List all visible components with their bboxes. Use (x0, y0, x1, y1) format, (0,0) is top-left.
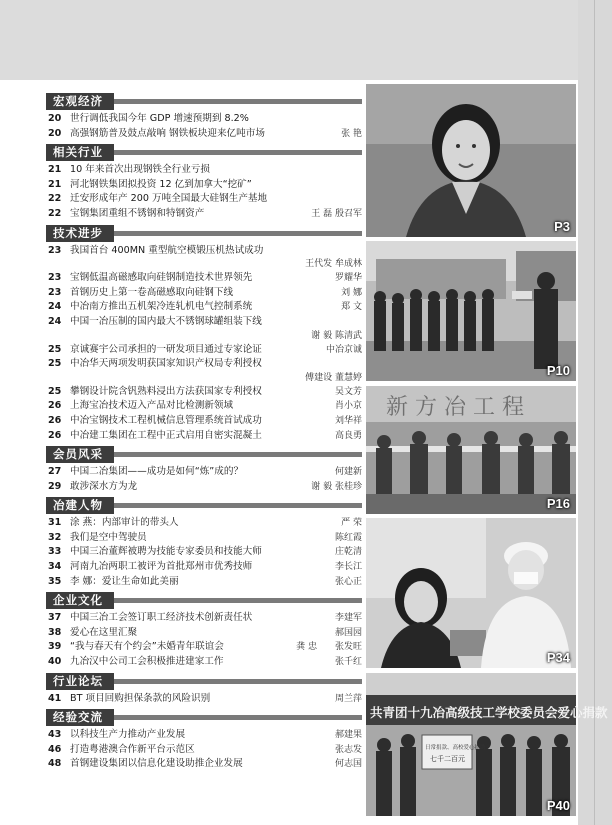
article-title: 高强钢筋普及鼓点敲响 钢铁板块迎来亿吨市场 (70, 127, 265, 139)
page-number: 26 (48, 414, 62, 426)
article-author: 庄乾清 (334, 547, 362, 558)
toc-entry[interactable] (46, 127, 362, 142)
toc-entry[interactable] (46, 516, 362, 531)
article-title: 河北钢铁集团拟投资 12 亿到加拿大“挖矿” (70, 178, 252, 190)
page-number: 41 (48, 692, 62, 704)
portrait-woman-image (366, 84, 576, 237)
article-author: 周兰萍 (334, 693, 362, 704)
section-title: 会员风采 (46, 446, 114, 463)
toc-entry[interactable] (46, 343, 362, 358)
article-author: 刘华祥 (334, 415, 362, 426)
article-title: 迁安形成年产 200 万吨全国最大硅钢生产基地 (70, 193, 268, 205)
right-margin-line (594, 0, 595, 825)
page-number: 37 (48, 612, 62, 624)
svg-text:七千二百元: 七千二百元 (430, 755, 465, 763)
section-header (46, 93, 362, 110)
page-number: 26 (48, 400, 62, 412)
section-title: 相关行业 (46, 144, 114, 161)
section-header (46, 144, 362, 161)
article-title: 我国首台 400MN 重型航空模锻压机热试成功 (70, 244, 264, 256)
toc-entry[interactable] (46, 465, 362, 480)
photo-p3 (366, 84, 576, 237)
photo-page-label: P16 (546, 496, 570, 511)
article-title: 10 年来首次出现钢铁全行业亏损 (70, 164, 210, 176)
toc-entry[interactable] (46, 480, 362, 495)
toc-entry[interactable] (46, 728, 362, 743)
ribbon-ceremony-image (366, 386, 576, 514)
article-title: 首钢历史上第一卷高磁感取向硅钢下线 (70, 286, 234, 298)
toc-entry[interactable] (46, 399, 362, 414)
article-title: 中冶宝钢技术工程机械信息管理系统首试成功 (70, 414, 262, 426)
article-title: 中冶建工集团在工程中正式启用自密实混凝土 (70, 429, 262, 441)
page-number: 23 (48, 286, 62, 298)
page-number: 22 (48, 193, 62, 205)
toc-entry[interactable] (46, 655, 362, 670)
section-title: 企业文化 (46, 592, 114, 609)
svg-text:共青团十九冶高级技工学校委员会爱心捐款: 共青团十九冶高级技工学校委员会爱心捐款 (370, 705, 608, 720)
article-title: 攀钢设计院含钒熟料浸出方法获国家专利授权 (70, 385, 262, 397)
section-rule (114, 231, 362, 236)
svg-text:日常捐款、高校爱心捐助: 日常捐款、高校爱心捐助 (425, 745, 486, 751)
nurse-gift-image (366, 518, 576, 668)
article-author: 罗耀华 (334, 273, 362, 284)
page-number: 32 (48, 531, 62, 543)
article-title: 以科技生产力推动产业发展 (70, 729, 186, 741)
page-number: 23 (48, 272, 62, 284)
page-number: 34 (48, 561, 62, 573)
section-header (46, 592, 362, 609)
article-title: 我们是空中驾驶员 (70, 531, 147, 543)
page-number: 46 (48, 743, 62, 755)
article-author: 陈红霞 (334, 532, 362, 543)
page-number: 21 (48, 164, 62, 176)
photo-p40 (366, 673, 608, 816)
svg-text:新 方 冶 工 程: 新 方 冶 工 程 (386, 395, 524, 420)
article-title: 中冶南方推出五机架冷连轧机电气控制系统 (70, 301, 253, 313)
section-rule (114, 679, 362, 684)
article-author: 谢 毅 张桂珍 (311, 481, 362, 492)
section-rule (114, 150, 362, 155)
photo-page-label: P10 (546, 363, 570, 378)
section-title: 行业论坛 (46, 673, 114, 690)
section-title: 冶建人物 (46, 497, 114, 514)
toc-entry[interactable] (46, 626, 362, 641)
page-number: 40 (48, 656, 62, 668)
photo-page-label: P34 (546, 650, 570, 665)
article-title: 打造粤港澳合作新平台示范区 (70, 743, 195, 755)
article-title: 河南九冶两职工被评为首批郑州市优秀技师 (70, 561, 253, 573)
article-title: 首钢建设集团以信息化建设助推企业发展 (70, 758, 243, 770)
toc-entry[interactable] (46, 192, 362, 207)
photo-p10 (366, 241, 576, 381)
section-title: 经验交流 (46, 709, 114, 726)
article-author: 郑 文 (341, 302, 362, 313)
article-author: 李建军 (334, 613, 362, 624)
article-author: 傅建设 董慧婷 (305, 372, 362, 383)
section-header (46, 446, 362, 463)
article-author: 张千红 (334, 657, 362, 668)
section-rule (114, 715, 362, 720)
article-title: “我与春天有个约会”未婚青年联谊会 (70, 641, 224, 653)
article-title: 中国二冶集团——成功是如何“炼”成的？ (70, 466, 244, 478)
section-rule (114, 598, 362, 603)
page-number: 20 (48, 127, 62, 139)
article-author: 龚 忠 (296, 642, 317, 653)
photo-p34 (366, 518, 576, 668)
article-author: 张志发 (334, 744, 362, 755)
table-of-contents (46, 90, 362, 772)
toc-entry[interactable] (46, 178, 362, 193)
page-number: 25 (48, 385, 62, 397)
section-header (46, 497, 362, 514)
toc-entry[interactable] (46, 385, 362, 400)
header-band (0, 0, 578, 80)
page-number: 33 (48, 546, 62, 558)
page-number: 22 (48, 207, 62, 219)
page-number: 48 (48, 758, 62, 770)
toc-entry[interactable] (46, 560, 362, 575)
page-number: 27 (48, 466, 62, 478)
page-number: 24 (48, 301, 62, 313)
page-number: 43 (48, 729, 62, 741)
author-line (46, 372, 362, 385)
toc-entry[interactable] (46, 207, 362, 222)
toc-entry[interactable] (46, 545, 362, 560)
article-title: 敢涉深水方为龙 (70, 480, 138, 492)
author-line (46, 258, 362, 271)
toc-entry[interactable] (46, 271, 362, 286)
article-author: 郝建果 (334, 730, 362, 741)
article-title: 世行调低我国今年 GDP 增速预期到 8.2% (70, 113, 249, 124)
page-number: 35 (48, 575, 62, 587)
toc-entry[interactable] (46, 531, 362, 546)
article-title: 上海宝冶技术迈入产品对比检测新领域 (70, 400, 234, 412)
toc-entry[interactable] (46, 743, 362, 758)
section-rule (114, 452, 362, 457)
section-header (46, 709, 362, 726)
page-number: 39 (48, 641, 62, 653)
article-author: 中冶京诚 (325, 344, 362, 355)
photo-page-label: P3 (554, 219, 570, 234)
toc-entry[interactable] (46, 611, 362, 626)
article-title: 中国三冶董辉被聘为技能专家委员和技能大师 (70, 546, 262, 558)
article-title: 中国三冶工会签订职工经济技术创新责任状 (70, 612, 253, 624)
page-number: 20 (48, 113, 62, 124)
toc-entry[interactable] (46, 692, 362, 707)
toc-entry[interactable] (46, 286, 362, 301)
page-number: 25 (48, 343, 62, 355)
article-author: 王代发 牟成林 (305, 259, 362, 270)
toc-entry[interactable] (46, 300, 362, 315)
page-number: 26 (48, 429, 62, 441)
page-number: 24 (48, 315, 62, 327)
section-rule (114, 99, 362, 104)
toc-entry[interactable] (46, 163, 362, 178)
article-title: 宝钢低温高磁感取向硅钢制造技术世界领先 (70, 272, 253, 284)
section-rule (114, 503, 362, 508)
section-title: 技术进步 (46, 225, 114, 242)
article-title: 九冶汉中公司工会积极推进建家工作 (70, 656, 224, 668)
article-title: 爱心在这里汇聚 (70, 626, 138, 638)
page-number: 23 (48, 244, 62, 256)
article-title: 京诚赛宇公司承担的一研发项目通过专家论证 (70, 343, 262, 355)
page-number: 21 (48, 178, 62, 190)
article-author: 张心正 (334, 576, 362, 587)
page-number: 31 (48, 517, 62, 529)
article-author: 郝国园 (334, 627, 362, 638)
donation-banner-image (366, 673, 608, 816)
article-author: 肖小京 (334, 401, 362, 412)
article-author: 吴文芳 (334, 386, 362, 397)
photo-p16 (366, 386, 576, 514)
toc-entry[interactable] (46, 112, 362, 127)
article-author: 严 荣 (341, 518, 362, 529)
article-title: 中国一冶压制的国内最大不锈钢球罐组装下线 (70, 315, 262, 327)
toc-entry[interactable] (46, 414, 362, 429)
article-author: 刘 娜 (341, 287, 362, 298)
author-line (46, 330, 362, 343)
article-author: 高良勇 (334, 430, 362, 441)
article-author: 李长江 (334, 562, 362, 573)
toc-entry[interactable] (46, 757, 362, 772)
toc-entry[interactable] (46, 640, 362, 655)
section-title: 宏观经济 (46, 93, 114, 110)
article-author: 张发旺 (334, 642, 362, 653)
toc-entry[interactable] (46, 429, 362, 444)
article-author: 张 艳 (341, 128, 362, 139)
page-number: 38 (48, 626, 62, 638)
toc-entry[interactable] (46, 357, 362, 372)
photo-page-label: P40 (546, 798, 570, 813)
article-title: 涂 燕：内部审计的带头人 (70, 517, 179, 529)
article-author: 谢 毅 陈清武 (311, 330, 362, 341)
article-author: 王 磊 殷召军 (311, 208, 362, 219)
article-title: 宝钢集团重组不锈钢和特钢资产 (70, 207, 205, 219)
section-header (46, 673, 362, 690)
page-number: 29 (48, 480, 62, 492)
article-author: 何志国 (334, 759, 362, 770)
right-margin-strip (578, 0, 612, 825)
article-author: 何建新 (334, 467, 362, 478)
article-title: 中冶华天两项发明获国家知识产权局专利授权 (70, 358, 262, 370)
toc-entry[interactable] (46, 575, 362, 590)
toc-entry[interactable] (46, 244, 362, 259)
section-header (46, 225, 362, 242)
page-number: 25 (48, 358, 62, 370)
toc-entry[interactable] (46, 315, 362, 330)
article-title: BT 项目回购担保条款的风险识别 (70, 692, 211, 704)
article-title: 李 娜：爱让生命如此美丽 (70, 575, 179, 587)
group-outdoor-image (366, 241, 576, 381)
